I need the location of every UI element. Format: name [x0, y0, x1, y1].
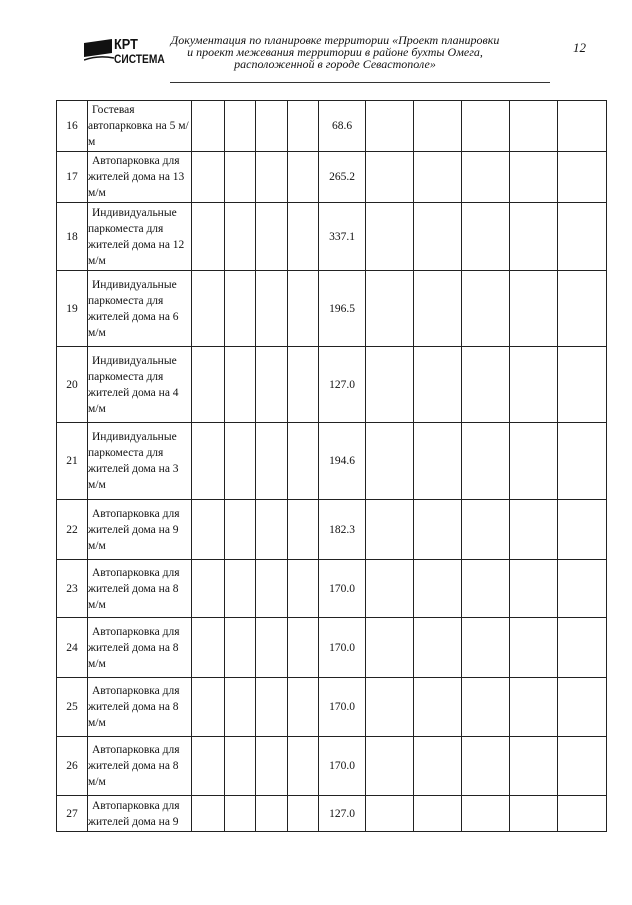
empty-cell: [225, 271, 256, 347]
empty-cell: [256, 500, 288, 560]
logo-text-top: КРТ: [114, 36, 138, 53]
page-number: 12: [573, 40, 586, 55]
empty-cell: [414, 203, 462, 271]
parking-table: [56, 100, 607, 832]
object-name-cell: Автопарковка для жителей дома на 8 м/м: [88, 737, 192, 796]
document-title-line: Документация по планировке территории «Проект планировки: [170, 33, 500, 47]
table-row: [57, 678, 607, 737]
object-name-cell: Индивидуальные паркоместа для жителей дома на 12 м/м: [88, 203, 192, 271]
empty-cell: [510, 271, 558, 347]
empty-cell: [288, 560, 319, 618]
table-row: [57, 423, 607, 500]
empty-cell: [510, 500, 558, 560]
empty-cell: [366, 423, 414, 500]
empty-cell: [414, 152, 462, 203]
table-row: [57, 347, 607, 423]
empty-cell: [256, 101, 288, 152]
empty-cell: [225, 203, 256, 271]
table-row: [57, 618, 607, 678]
empty-cell: [192, 203, 225, 271]
object-name-cell: Автопарковка для жителей дома на 8 м/м: [88, 560, 192, 618]
empty-cell: [510, 101, 558, 152]
empty-cell: [558, 271, 607, 347]
empty-cell: [462, 101, 510, 152]
empty-cell: [192, 618, 225, 678]
empty-cell: [414, 500, 462, 560]
empty-cell: [510, 796, 558, 832]
empty-cell: [462, 618, 510, 678]
empty-cell: [256, 152, 288, 203]
logo-text-bottom: СИСТЕМА: [114, 52, 165, 66]
object-name-cell: Гостевая автопарковка на 5 м/м: [88, 101, 192, 152]
table-body: [57, 101, 607, 832]
row-number-cell: 21: [57, 423, 88, 500]
empty-cell: [510, 618, 558, 678]
empty-cell: [288, 152, 319, 203]
row-number-cell: 27: [57, 796, 88, 832]
empty-cell: [256, 203, 288, 271]
empty-cell: [192, 101, 225, 152]
empty-cell: [192, 796, 225, 832]
empty-cell: [558, 500, 607, 560]
empty-cell: [414, 796, 462, 832]
area-value-cell: 265.2: [319, 152, 366, 203]
empty-cell: [288, 203, 319, 271]
empty-cell: [192, 271, 225, 347]
empty-cell: [510, 560, 558, 618]
row-number-cell: 24: [57, 618, 88, 678]
empty-cell: [225, 152, 256, 203]
header-divider: [170, 82, 550, 83]
empty-cell: [366, 101, 414, 152]
area-value-cell: 170.0: [319, 560, 366, 618]
empty-cell: [414, 678, 462, 737]
area-value-cell: 196.5: [319, 271, 366, 347]
document-title-line: и проект межевания территории в районе бухты Омега,: [187, 45, 483, 59]
empty-cell: [256, 796, 288, 832]
object-name-cell: Автопарковка для жителей дома на 8 м/м: [88, 678, 192, 737]
empty-cell: [288, 347, 319, 423]
empty-cell: [366, 347, 414, 423]
company-logo: [84, 37, 164, 67]
empty-cell: [558, 678, 607, 737]
empty-cell: [462, 500, 510, 560]
empty-cell: [462, 423, 510, 500]
empty-cell: [414, 618, 462, 678]
empty-cell: [510, 203, 558, 271]
row-number-cell: 17: [57, 152, 88, 203]
empty-cell: [366, 203, 414, 271]
empty-cell: [510, 152, 558, 203]
row-number-cell: 25: [57, 678, 88, 737]
empty-cell: [462, 271, 510, 347]
empty-cell: [192, 423, 225, 500]
empty-cell: [462, 560, 510, 618]
empty-cell: [558, 347, 607, 423]
table-row: [57, 271, 607, 347]
empty-cell: [510, 678, 558, 737]
row-number-cell: 18: [57, 203, 88, 271]
object-name-cell: Индивидуальные паркоместа для жителей дома на 4 м/м: [88, 347, 192, 423]
empty-cell: [414, 560, 462, 618]
empty-cell: [462, 678, 510, 737]
area-value-cell: 170.0: [319, 678, 366, 737]
object-name-cell: Автопарковка для жителей дома на 9: [88, 796, 192, 832]
row-number-cell: 23: [57, 560, 88, 618]
table-row: [57, 203, 607, 271]
table-row: [57, 560, 607, 618]
empty-cell: [192, 737, 225, 796]
empty-cell: [366, 152, 414, 203]
document-title: [160, 34, 510, 70]
empty-cell: [288, 737, 319, 796]
page-header: [0, 0, 632, 90]
empty-cell: [192, 152, 225, 203]
empty-cell: [558, 737, 607, 796]
table-row: [57, 500, 607, 560]
area-value-cell: 170.0: [319, 737, 366, 796]
empty-cell: [225, 101, 256, 152]
empty-cell: [288, 618, 319, 678]
object-name-cell: Индивидуальные паркоместа для жителей дома на 6 м/м: [88, 271, 192, 347]
row-number-cell: 26: [57, 737, 88, 796]
row-number-cell: 16: [57, 101, 88, 152]
area-value-cell: 170.0: [319, 618, 366, 678]
empty-cell: [414, 271, 462, 347]
empty-cell: [366, 737, 414, 796]
empty-cell: [366, 271, 414, 347]
empty-cell: [256, 618, 288, 678]
empty-cell: [288, 500, 319, 560]
empty-cell: [558, 618, 607, 678]
empty-cell: [414, 423, 462, 500]
empty-cell: [462, 152, 510, 203]
object-name-cell: Автопарковка для жителей дома на 13 м/м: [88, 152, 192, 203]
empty-cell: [256, 678, 288, 737]
logo-mark-icon: [84, 39, 114, 63]
area-value-cell: 127.0: [319, 347, 366, 423]
empty-cell: [414, 347, 462, 423]
empty-cell: [225, 500, 256, 560]
empty-cell: [225, 678, 256, 737]
empty-cell: [510, 737, 558, 796]
empty-cell: [256, 560, 288, 618]
document-title-line: расположенной в городе Севастополе»: [234, 57, 436, 71]
empty-cell: [225, 737, 256, 796]
empty-cell: [225, 423, 256, 500]
empty-cell: [462, 347, 510, 423]
empty-cell: [510, 347, 558, 423]
area-value-cell: 182.3: [319, 500, 366, 560]
empty-cell: [256, 347, 288, 423]
row-number-cell: 22: [57, 500, 88, 560]
empty-cell: [558, 560, 607, 618]
empty-cell: [366, 618, 414, 678]
empty-cell: [288, 423, 319, 500]
empty-cell: [366, 796, 414, 832]
empty-cell: [462, 796, 510, 832]
empty-cell: [256, 423, 288, 500]
empty-cell: [225, 347, 256, 423]
empty-cell: [558, 101, 607, 152]
area-value-cell: 194.6: [319, 423, 366, 500]
empty-cell: [558, 796, 607, 832]
empty-cell: [256, 271, 288, 347]
row-number-cell: 20: [57, 347, 88, 423]
empty-cell: [558, 152, 607, 203]
empty-cell: [225, 560, 256, 618]
table-row: [57, 796, 607, 832]
empty-cell: [225, 618, 256, 678]
empty-cell: [366, 560, 414, 618]
table-row: [57, 101, 607, 152]
object-name-cell: Автопарковка для жителей дома на 9 м/м: [88, 500, 192, 560]
empty-cell: [366, 678, 414, 737]
object-name-cell: Автопарковка для жителей дома на 8 м/м: [88, 618, 192, 678]
area-value-cell: 68.6: [319, 101, 366, 152]
empty-cell: [256, 737, 288, 796]
empty-cell: [192, 678, 225, 737]
row-number-cell: 19: [57, 271, 88, 347]
empty-cell: [192, 347, 225, 423]
empty-cell: [462, 737, 510, 796]
empty-cell: [414, 737, 462, 796]
empty-cell: [558, 423, 607, 500]
empty-cell: [462, 203, 510, 271]
empty-cell: [510, 423, 558, 500]
empty-cell: [288, 271, 319, 347]
table-row: [57, 737, 607, 796]
area-value-cell: 127.0: [319, 796, 366, 832]
empty-cell: [414, 101, 462, 152]
empty-cell: [366, 500, 414, 560]
empty-cell: [288, 101, 319, 152]
empty-cell: [192, 500, 225, 560]
empty-cell: [192, 560, 225, 618]
empty-cell: [288, 796, 319, 832]
empty-cell: [558, 203, 607, 271]
area-value-cell: 337.1: [319, 203, 366, 271]
empty-cell: [288, 678, 319, 737]
object-name-cell: Индивидуальные паркоместа для жителей дома на 3 м/м: [88, 423, 192, 500]
table-row: [57, 152, 607, 203]
empty-cell: [225, 796, 256, 832]
